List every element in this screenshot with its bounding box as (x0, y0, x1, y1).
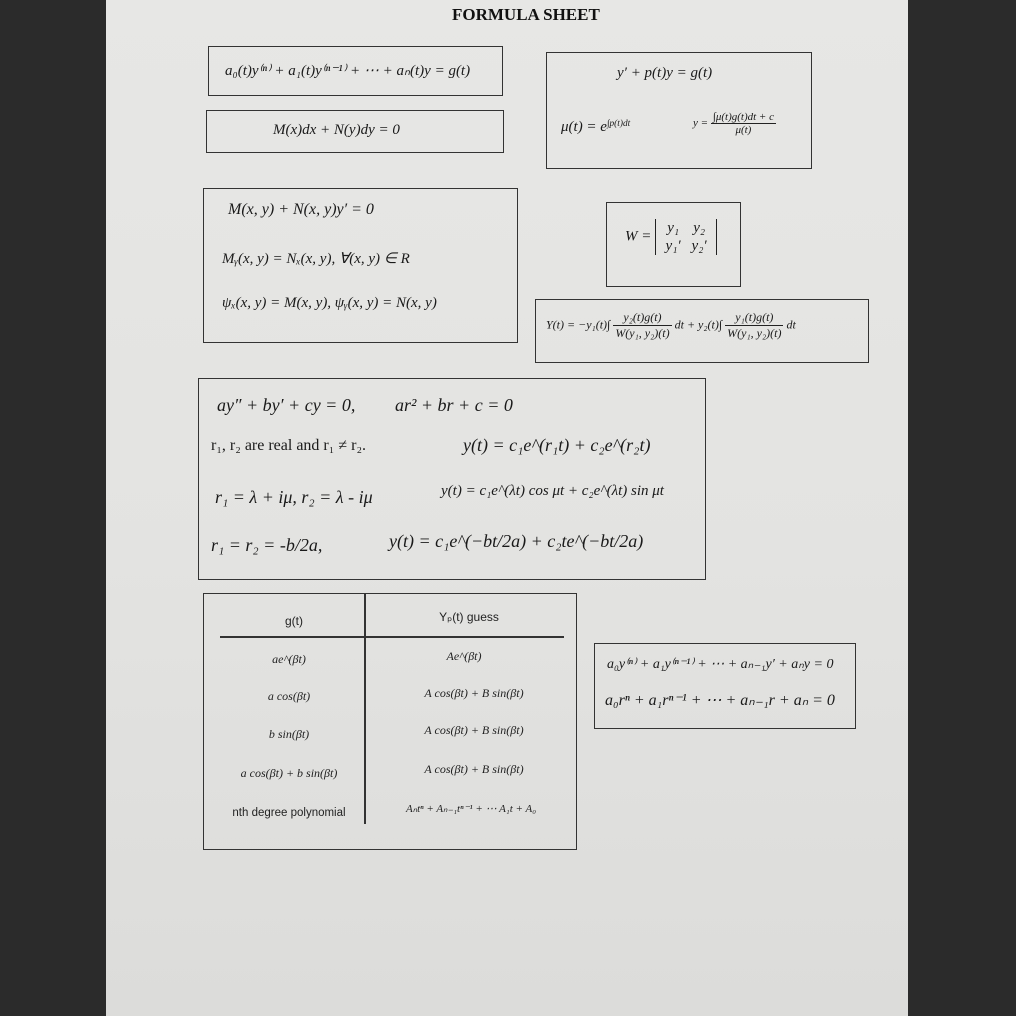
integrating-factor-base: μ(t) = e (561, 119, 607, 136)
cc-line3-condition: r₁ = λ + iμ, r₂ = λ - iμ (215, 487, 373, 507)
vop-tail: dt (786, 317, 796, 332)
variation-of-parameters-formula (546, 310, 796, 341)
cc-line4-condition: r₁ = r₂ = -b/2a, (211, 535, 323, 555)
exact-equation-box (203, 188, 518, 343)
table-header-y: Yₚ(t) guess (439, 610, 499, 624)
cc-line3-solution: y(t) = c₁e^(λt) cos μt + c₂e^(λt) sin μt (441, 483, 664, 499)
det-r1c1: y₁ (667, 220, 680, 236)
det-r1c2: y₂ (693, 220, 706, 236)
undetermined-coefficients-box (203, 593, 577, 850)
table-row-3-y: A cos(βt) + B sin(βt) (424, 723, 524, 737)
solution-lhs: y = (693, 117, 709, 130)
table-row-4-g: a cos(βt) + b sin(βt) (240, 766, 338, 780)
wronskian-lhs: W = (625, 228, 652, 245)
characteristic-equation-box (594, 643, 856, 729)
separable-box (206, 110, 504, 153)
vop-frac1-denominator: W(y₁, y₂)(t) (615, 326, 670, 340)
table-row-1-g: ae^(βt) (272, 652, 306, 666)
vop-frac2-numerator: y₁(t)g(t) (725, 310, 783, 326)
table-row-2-g: a cos(βt) (267, 689, 311, 703)
integrating-factor-exponent: ∫p(t)dt (606, 119, 631, 129)
table-row-3-g: b sin(βt) (268, 727, 310, 741)
characteristic-line-1: a₀y⁽ⁿ⁾ + a₁y⁽ⁿ⁻¹⁾ + ⋯ + aₙ₋₁y′ + aₙy = 0 (607, 657, 834, 672)
solution-denominator: μ(t) (735, 124, 752, 136)
table-column-rule (364, 594, 366, 824)
wronskian-determinant (655, 219, 717, 255)
first-order-linear-equation: y′ + p(t)y = g(t) (617, 65, 713, 81)
separable-equation: M(x)dx + N(y)dy = 0 (273, 122, 400, 138)
vop-lhs: Y(t) = −y₁(t)∫ (546, 317, 611, 332)
cc-line2-solution: y(t) = c₁e^(r₁t) + c₂e^(r₂t) (463, 435, 651, 455)
integrating-factor (561, 119, 630, 136)
linear-nth-order-box (208, 46, 503, 96)
exact-line-3: ψₓ(x, y) = M(x, y), ψᵧ(x, y) = N(x, y) (222, 295, 437, 311)
cc-line4-solution: y(t) = c₁e^(−bt/2a) + c₂te^(−bt/2a) (389, 531, 644, 551)
exact-line-2: Mᵧ(x, y) = Nₓ(x, y), ∀(x, y) ∈ R (222, 251, 410, 267)
cc-line1-ode: ay″ + by′ + cy = 0, (217, 395, 356, 415)
wronskian-formula (625, 219, 717, 255)
wronskian-box (606, 202, 741, 287)
solution-numerator: ∫μ(t)g(t)dt + c (712, 111, 774, 123)
vop-middle: dt + y₂(t)∫ (674, 317, 723, 332)
cc-line1-characteristic: ar² + br + c = 0 (395, 395, 513, 415)
first-order-linear-box (546, 52, 812, 169)
table-header-rule (220, 636, 564, 638)
general-solution-formula (693, 111, 776, 136)
constant-coefficient-box (198, 378, 706, 580)
vop-frac2-denominator: W(y₁, y₂)(t) (727, 326, 782, 340)
exact-line-1: M(x, y) + N(x, y)y′ = 0 (228, 201, 374, 218)
det-r2c2: y₂′ (691, 238, 707, 254)
det-r2c1: y₁′ (665, 238, 681, 254)
vop-frac1-numerator: y₂(t)g(t) (613, 310, 671, 326)
cc-line2-condition: r₁, r₂ are real and r₁ ≠ r₂. (211, 437, 367, 454)
table-row-1-y: Ae^(βt) (446, 649, 482, 663)
table-header-g: g(t) (285, 614, 303, 628)
table-row-2-y: A cos(βt) + B sin(βt) (424, 686, 524, 700)
table-row-4-y: A cos(βt) + B sin(βt) (424, 762, 524, 776)
table-row-5-y: Aₙtⁿ + Aₙ₋₁tⁿ⁻¹ + ⋯ A₁t + A₀ (405, 803, 537, 815)
page-title: FORMULA SHEET (452, 5, 600, 24)
linear-nth-order-equation: a₀(t)y⁽ⁿ⁾ + a₁(t)y⁽ⁿ⁻¹⁾ + ⋯ + aₙ(t)y = g(t) (225, 63, 471, 79)
characteristic-line-2: a₀rⁿ + a₁rⁿ⁻¹ + ⋯ + aₙ₋₁r + aₙ = 0 (605, 692, 835, 709)
table-row-5-g: nth degree polynomial (232, 807, 346, 819)
variation-of-parameters-box (535, 299, 869, 363)
